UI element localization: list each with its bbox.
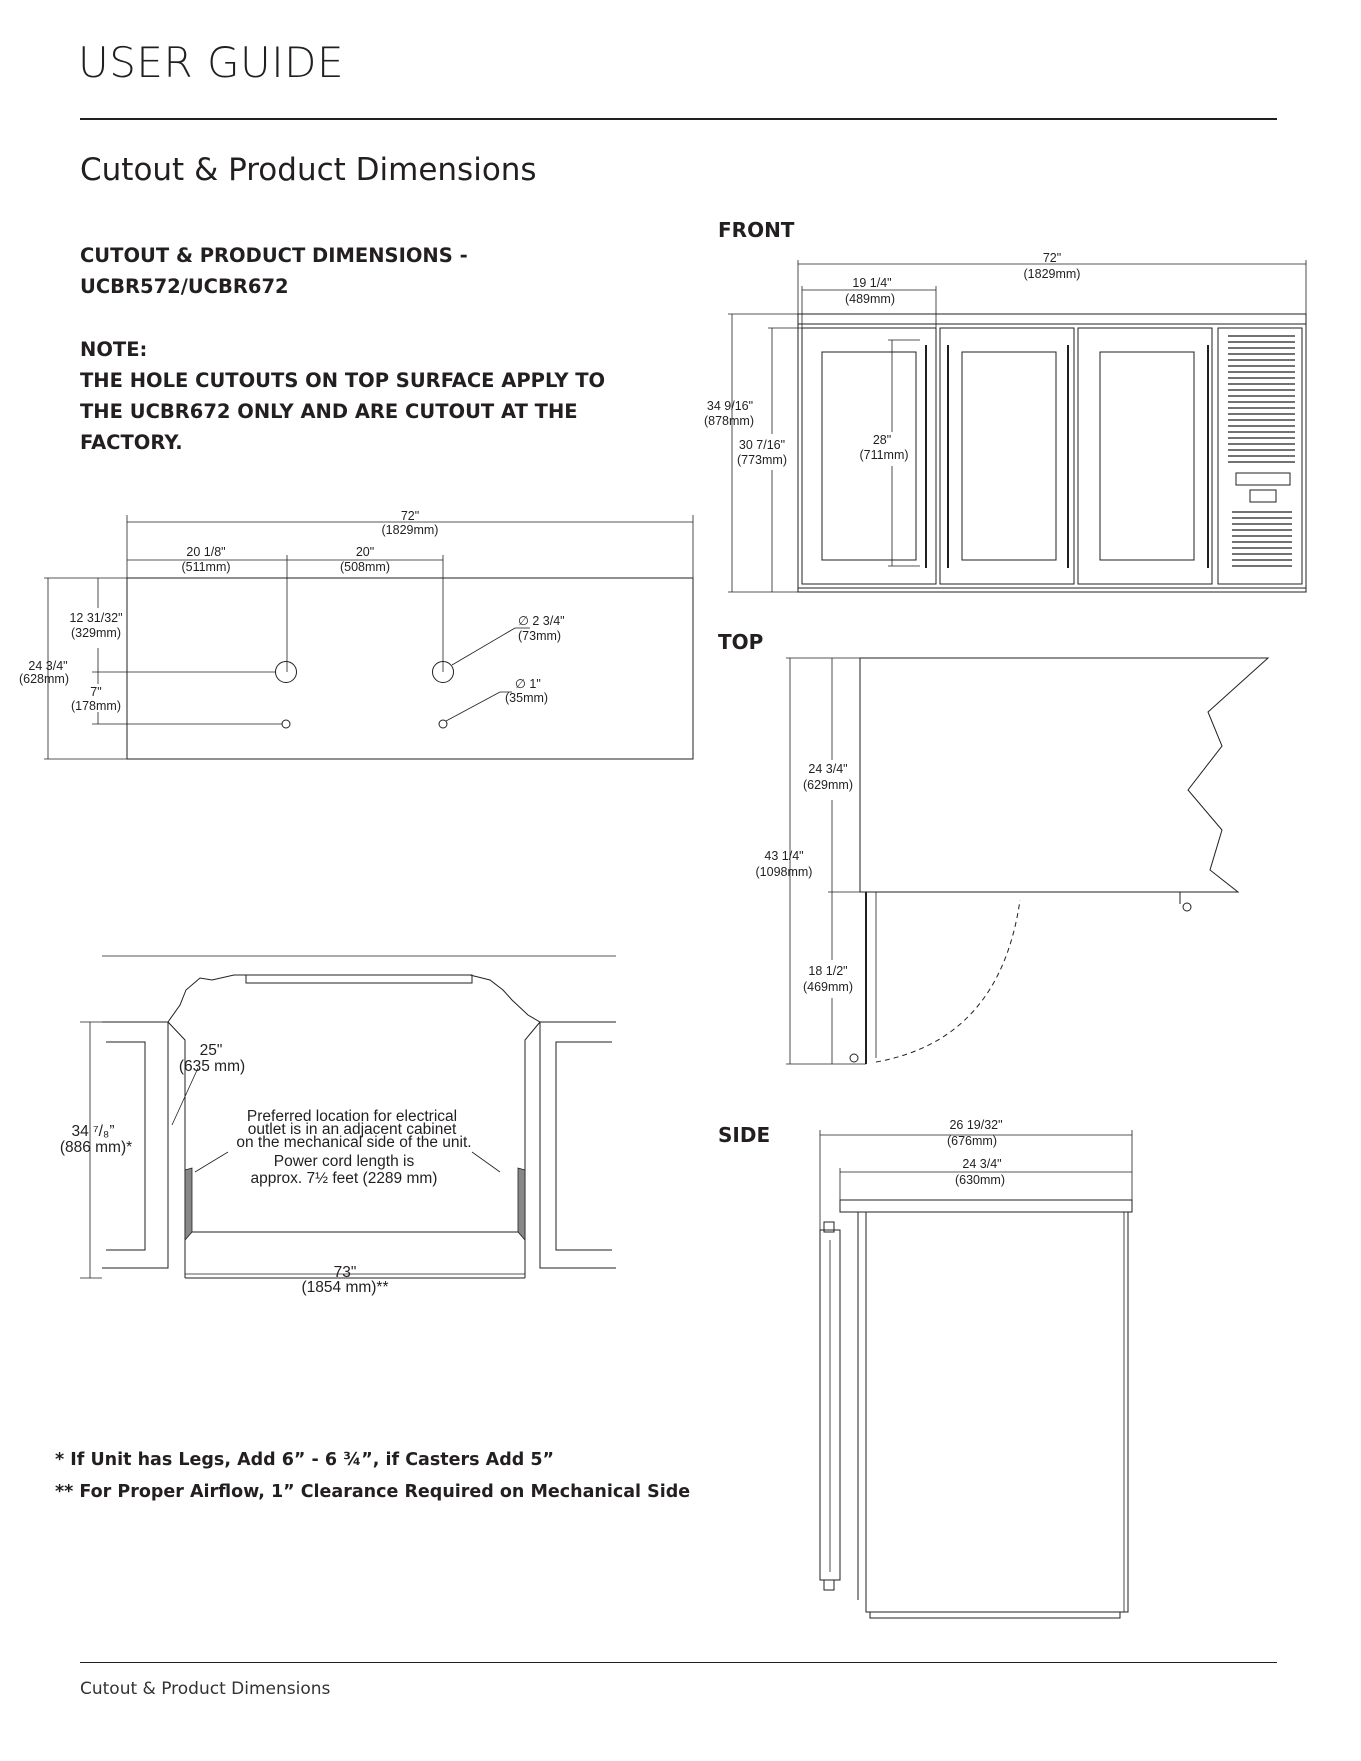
offset1-mm: (511mm) (181, 560, 231, 574)
cutout-height-in: 34 ⁷/₈” (71, 1123, 115, 1140)
side-total-depth-in: 26 19/32" (949, 1118, 1003, 1132)
front-top-surface (798, 314, 1306, 324)
side-total-depth-mm: (676mm) (946, 1134, 998, 1148)
front-door-3 (1078, 328, 1212, 584)
top-view-outline (860, 658, 1268, 892)
cutout-width-in: 73" (333, 1264, 357, 1281)
hole-row1-mm: (329mm) (70, 626, 122, 640)
cutout-width-mm: (1854 mm)** (301, 1279, 389, 1296)
top-surface-diagram (19, 509, 693, 759)
side-depth-in: 24 3/4" (962, 1157, 1002, 1171)
large-hole-mm: (73mm) (518, 629, 562, 643)
side-depth-mm: (630mm) (954, 1173, 1006, 1187)
intro-heading-line1: CUTOUT & PRODUCT DIMENSIONS - (80, 244, 468, 267)
footer-rule (80, 1662, 1277, 1663)
hole-row1-in: 12 31/32" (69, 611, 123, 625)
door-swing-in: 18 1/2" (808, 964, 848, 978)
glass-height-in: 28" (872, 433, 892, 447)
cabinet-height-mm: (773mm) (736, 453, 788, 467)
top-surface-outline (127, 578, 693, 759)
door-width-in: 19 1/4" (852, 276, 892, 290)
note-line3: FACTORY. (80, 431, 183, 454)
top-width-mm: (1829mm) (381, 523, 439, 537)
top-total-in: 43 1/4" (764, 849, 804, 863)
front-width-in: 72" (1042, 251, 1062, 265)
door-width-mm: (489mm) (844, 292, 896, 306)
top-width-in: 72" (400, 509, 420, 523)
outlet-note-line3: on the mechanical side of the unit. (236, 1134, 472, 1151)
front-height-in: 34 9/16" (706, 399, 754, 413)
small-hole-left (282, 720, 290, 728)
front-lower-grille (1232, 512, 1292, 566)
countertop-edge (246, 975, 472, 983)
side-view-label: SIDE (718, 1123, 771, 1147)
cabinet-height-in: 30 7/16" (738, 438, 786, 452)
front-view-diagram (704, 251, 1306, 592)
top-view-diagram (756, 658, 1268, 1064)
offset1-in: 20 1/8" (186, 545, 226, 559)
note-line2: THE UCBR672 ONLY AND ARE CUTOUT AT THE (80, 400, 578, 423)
section-title: Cutout & Product Dimensions (80, 152, 537, 188)
top-view-label: TOP (718, 630, 764, 654)
side-cabinet (866, 1212, 1128, 1612)
surface-depth-in: 24 3/4" (28, 659, 68, 673)
surface-depth-mm: (628mm) (18, 672, 70, 686)
footnote-legs: * If Unit has Legs, Add 6” - 6 ¾”, if Casters Add 5” (55, 1450, 555, 1470)
hole-row2-mm: (178mm) (70, 699, 122, 713)
small-hole-in: ∅ 1" (515, 677, 541, 691)
cutout-depth-mm: (635 mm) (178, 1058, 246, 1075)
large-hole-left (276, 662, 297, 683)
front-door-2 (940, 328, 1074, 584)
top-depth-in: 24 3/4" (808, 762, 848, 776)
side-base (870, 1612, 1120, 1618)
front-logo-badge (1250, 490, 1276, 502)
footnote-airflow: ** For Proper Airflow, 1” Clearance Required on Mechanical Side (55, 1482, 691, 1502)
front-width-mm: (1829mm) (1023, 267, 1081, 281)
front-view-label: FRONT (718, 218, 795, 242)
large-hole-in: ∅ 2 3/4" (518, 614, 565, 628)
footer-text: Cutout & Product Dimensions (80, 1679, 331, 1699)
note-line1: THE HOLE CUTOUTS ON TOP SURFACE APPLY TO (80, 369, 606, 392)
outlet-note-line2: outlet is in an adjacent cabinet (247, 1121, 457, 1138)
hole-row2-in: 7" (90, 685, 102, 699)
front-upper-grille (1228, 336, 1295, 462)
door-swing-arc (876, 900, 1020, 1062)
offset2-mm: (508mm) (339, 560, 391, 574)
front-control-panel (1236, 473, 1290, 485)
right-cabinet (540, 1022, 616, 1268)
cutout-depth-in: 25" (199, 1042, 223, 1059)
cabinet-cutout-diagram (60, 956, 616, 1296)
front-height-mm: (878mm) (703, 414, 755, 428)
note-label: NOTE: (80, 338, 148, 361)
cord-note-line1: Power cord length is (273, 1153, 415, 1170)
small-hole-mm: (35mm) (505, 691, 549, 705)
intro-heading-line2: UCBR572/UCBR672 (80, 275, 289, 298)
outlet-note-line1: Preferred location for electrical (246, 1108, 458, 1125)
side-top-surface (840, 1200, 1132, 1212)
offset2-in: 20" (355, 545, 375, 559)
top-total-mm: (1098mm) (755, 865, 813, 879)
guide-title: USER GUIDE (78, 38, 345, 87)
side-view-diagram (820, 1118, 1132, 1618)
door-swing-mm: (469mm) (802, 980, 854, 994)
glass-height-mm: (711mm) (859, 448, 909, 462)
cord-note-line2: approx. 7½ feet (2289 mm) (250, 1170, 438, 1187)
cutout-height-mm: (886 mm)* (59, 1139, 133, 1156)
top-depth-mm: (629mm) (802, 778, 854, 792)
small-hole-right (439, 720, 447, 728)
